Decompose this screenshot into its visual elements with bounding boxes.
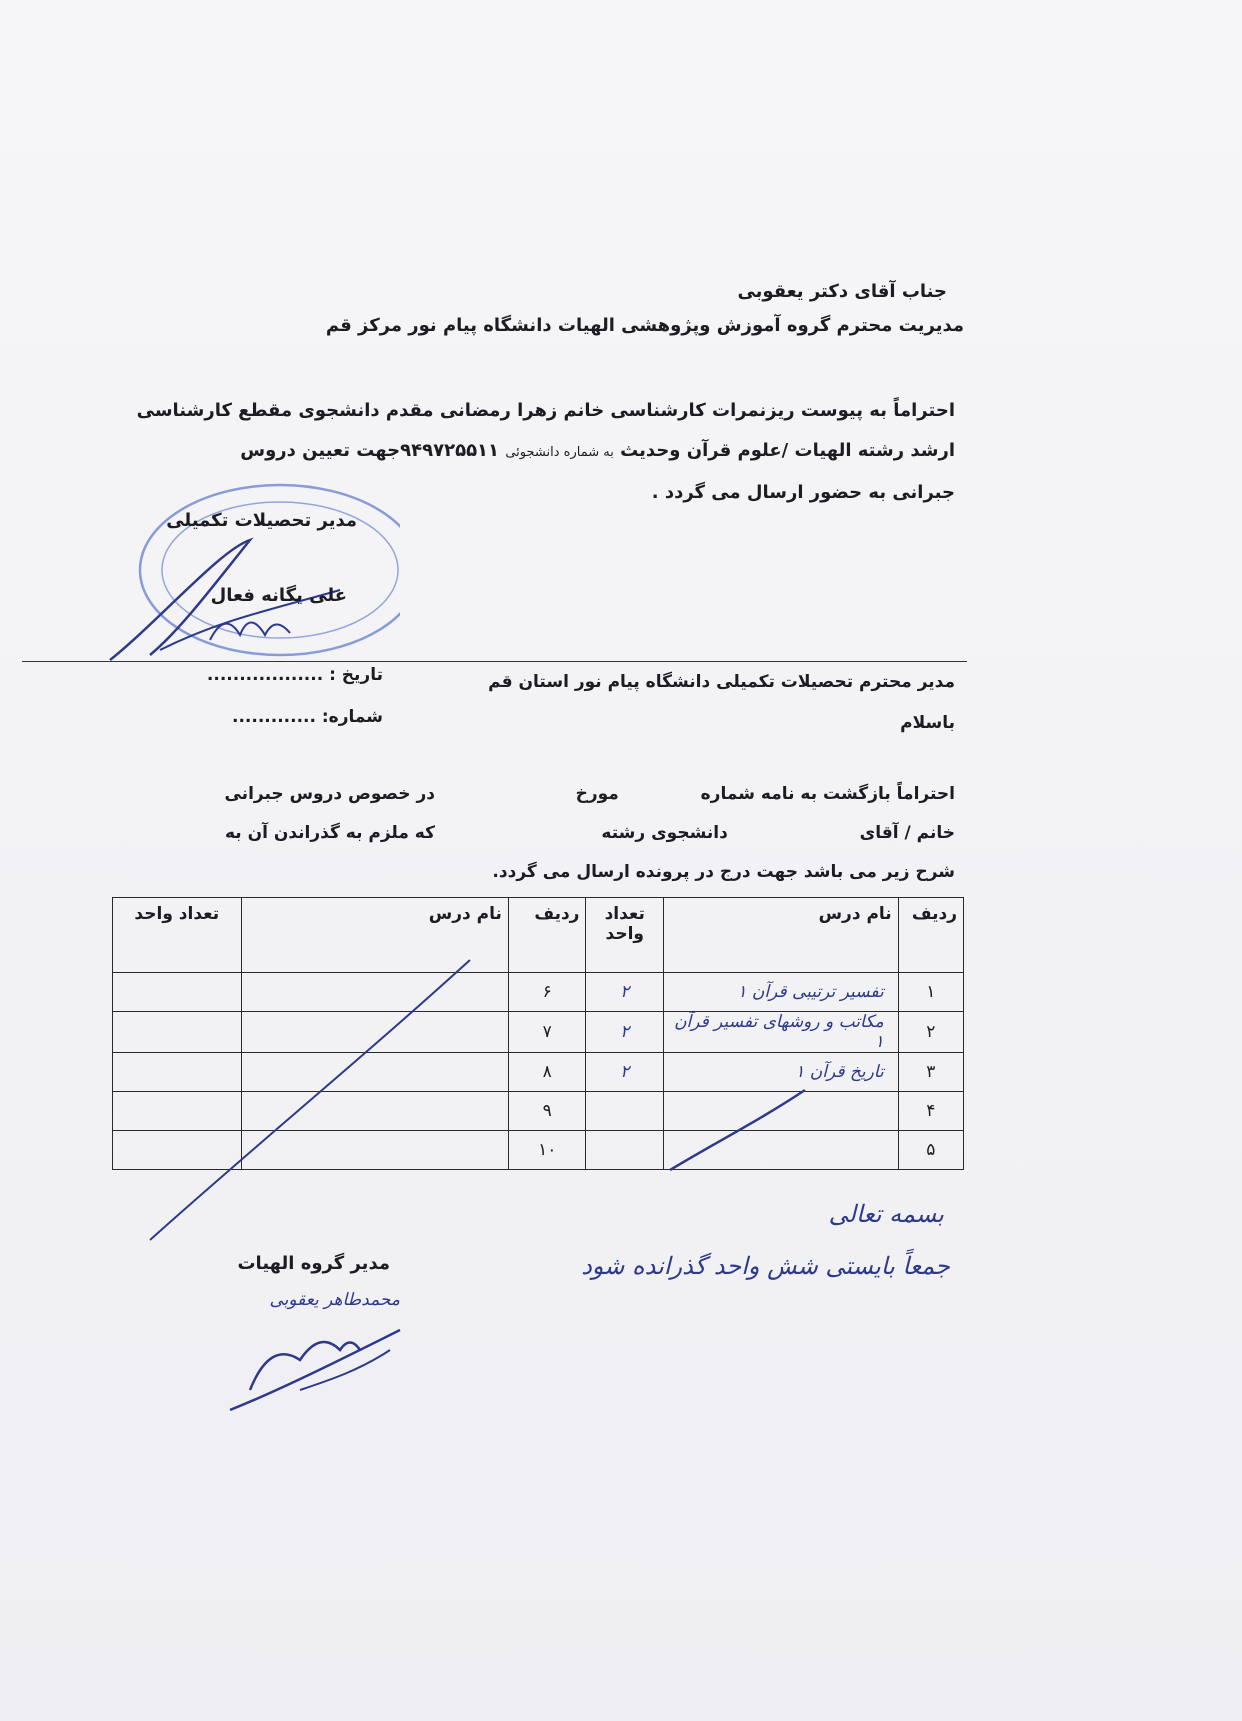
signature-scribble-icon <box>190 1280 420 1430</box>
row-number-2: ۱۰ <box>508 1131 586 1170</box>
course-units: ۲ <box>586 1053 664 1092</box>
row-number-2: ۷ <box>508 1012 586 1053</box>
signature2-title: مدیر گروه الهیات <box>237 1253 390 1274</box>
header-row-number: ردیف <box>898 898 963 973</box>
row-number-2: ۹ <box>508 1092 586 1131</box>
row-number: ۳ <box>898 1053 963 1092</box>
date-field: تاریخ : .................. <box>206 665 383 685</box>
reference-text: احتراماً بازگشت به نامه شماره <box>700 784 955 804</box>
row-number: ۴ <box>898 1092 963 1131</box>
signature1-title: مدیر تحصیلات تکمیلی <box>166 510 357 531</box>
request-line-2-a: ارشد رشته الهیات /علوم قرآن وحدیث <box>620 440 955 461</box>
course-units: ۲ <box>586 1012 664 1053</box>
row-number: ۲ <box>898 1012 963 1053</box>
course-units: ۲ <box>586 973 664 1012</box>
header-course-name: نام درس <box>664 898 899 973</box>
reply-recipient: مدیر محترم تحصیلات تکمیلی دانشگاه پیام نور استان قم <box>488 672 955 692</box>
header-units-2: تعداد واحد <box>113 898 242 973</box>
major-label: دانشجوی رشته <box>601 823 728 843</box>
addressee: جناب آقای دکتر یعقوبی <box>737 281 947 302</box>
header-units: تعداد واحد <box>586 898 664 973</box>
reply-greeting: باسلام <box>900 713 955 733</box>
student-label: خانم / آقای <box>859 823 955 843</box>
row-number-2: ۸ <box>508 1053 586 1092</box>
reference-date-label: مورخ <box>575 784 619 804</box>
handwritten-note-1: بسمه تعالی <box>828 1200 944 1228</box>
course-name: تاریخ قرآن ۱ <box>664 1053 899 1092</box>
number-field: شماره: ............. <box>232 707 383 727</box>
course-name: تفسیر ترتیبی قرآن ۱ <box>664 973 899 1012</box>
header-row-number-2: ردیف <box>508 898 586 973</box>
handwritten-note-2: جمعاً بایستی شش واحد گذرانده شود <box>581 1252 950 1280</box>
description-line: شرح زیر می باشد جهت درج در پرونده ارسال می گردد. <box>492 862 955 882</box>
row-number-2: ۶ <box>508 973 586 1012</box>
signature2-name: محمدطاهر یعقوبی <box>269 1290 400 1310</box>
course-name: مکاتب و روشهای تفسیر قرآن ۱ <box>664 1012 899 1053</box>
request-line-2-small: به شماره دانشجوئی <box>505 445 614 460</box>
reference-subject: در خصوص دروس جبرانی <box>224 784 435 804</box>
signature1-name: علی یگانه فعال <box>210 585 347 606</box>
obligation-text: که ملزم به گذراندن آن به <box>224 823 435 843</box>
request-line-2-b: ۹۴۹۷۲۵۵۱۱جهت تعیین دروس <box>240 440 500 461</box>
addressee-title: مدیریت محترم گروه آموزش وپژوهشی الهیات دانشگاه پیام نور مرکز قم <box>325 315 964 336</box>
row-number: ۱ <box>898 973 963 1012</box>
request-line-1: احتراماً به پیوست ریزنمرات کارشناسی خانم زهرا رمضانی مقدم دانشجوی مقطع کارشناسی <box>136 400 955 421</box>
row-number: ۵ <box>898 1131 963 1170</box>
request-line-3: جبرانی به حضور ارسال می گردد . <box>651 482 955 503</box>
header-course-name-2: نام درس <box>241 898 508 973</box>
